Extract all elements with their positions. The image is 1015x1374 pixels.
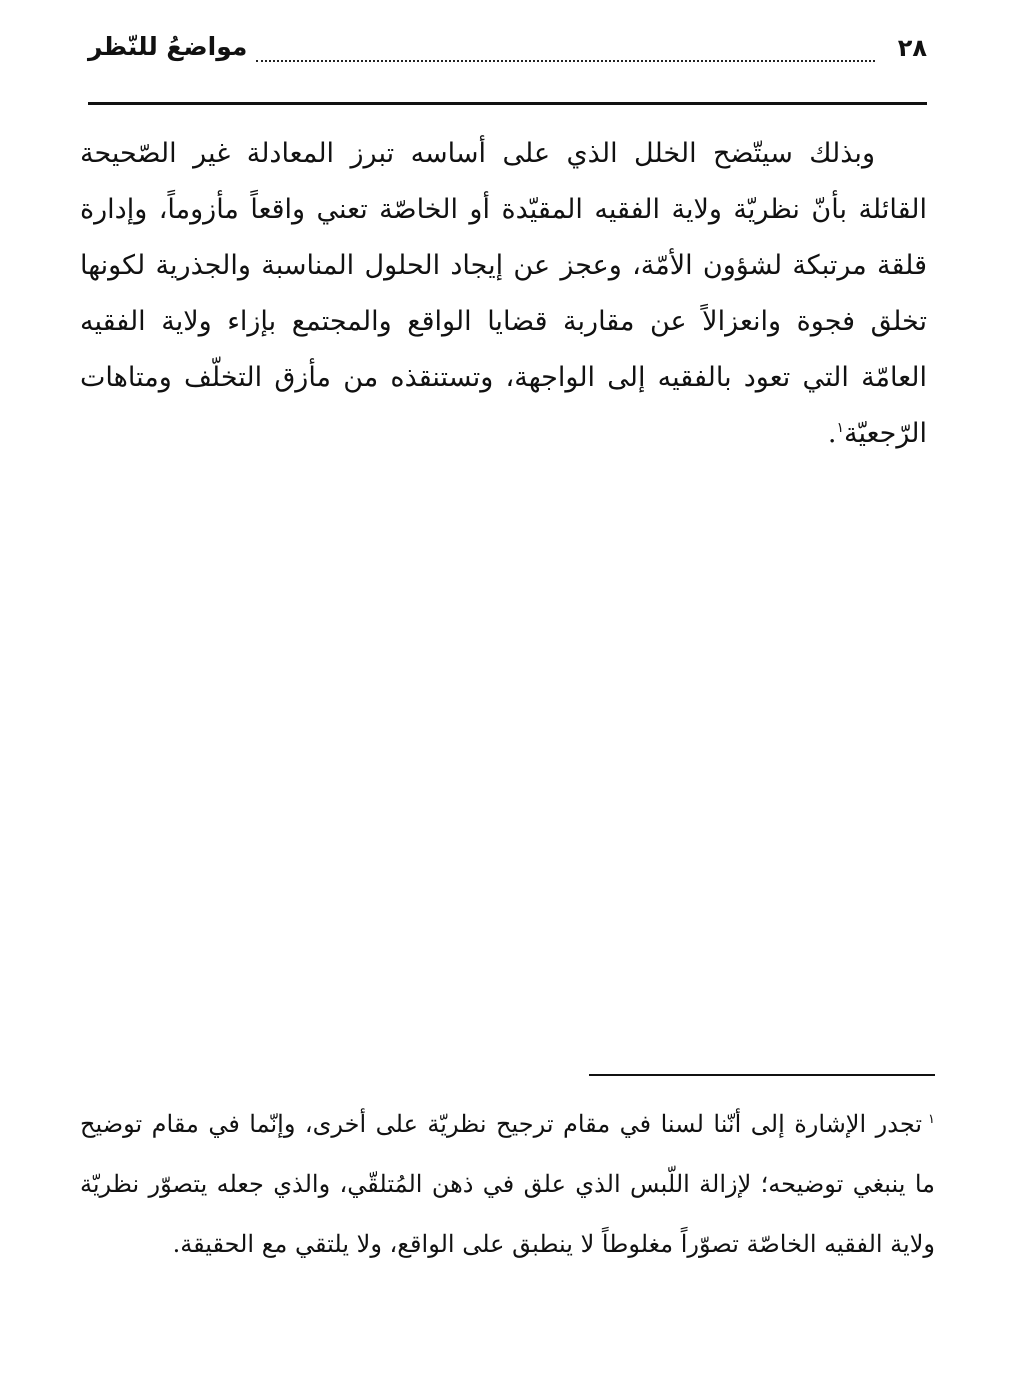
footnote-text: تجدر الإشارة إلى أنّنا لسنا في مقام ترجيح نظريّة على أخرى، وإنّما في مقام توضيح ما ينبغي توضيحه؛ لإزالة اللّبس الذي علق في ذهن المُتلقّي، والذي جعله يتصوّر نظريّة ولاية الفقيه الخاصّة تصوّراً مغلوطاً لا ينطبق على الواقع، ولا يلتقي مع الحقيقة. bbox=[80, 1110, 935, 1258]
main-text bbox=[80, 126, 927, 462]
page-number: ٢٨ bbox=[897, 34, 927, 62]
header-rule bbox=[88, 102, 927, 105]
dotted-leader bbox=[256, 60, 875, 62]
footnote-separator bbox=[589, 1074, 935, 1076]
body-paragraph bbox=[80, 126, 927, 462]
footnote-marker: ١ bbox=[928, 1112, 935, 1127]
page-header bbox=[88, 30, 927, 74]
footnote-paragraph bbox=[80, 1094, 935, 1274]
paragraph-end: . bbox=[827, 418, 837, 449]
footnote bbox=[80, 1094, 935, 1274]
paragraph-text: وبذلك سيتّضح الخلل الذي على أساسه تبرز المعادلة غير الصّحيحة القائلة بأنّ نظريّة ولاية الفقيه المقيّدة أو الخاصّة تعني واقعاً مأزوماً، وإدارة قلقة مرتبكة لشؤون الأمّة، وعجز عن إيجاد الحلول المناسبة والجذرية لكونها تخلق فجوة وانعزالاً عن مقاربة قضايا الواقع والمجتمع بإزاء ولاية الفقيه العامّة التي تعود بالفقيه إلى الواجهة، وتستنقذه من مأزق التخلّف ومتاهات الرّجعيّة bbox=[80, 138, 927, 449]
running-title: مواضعُ للنّظر bbox=[88, 32, 248, 61]
footnote-reference[interactable]: ١ bbox=[836, 420, 845, 436]
